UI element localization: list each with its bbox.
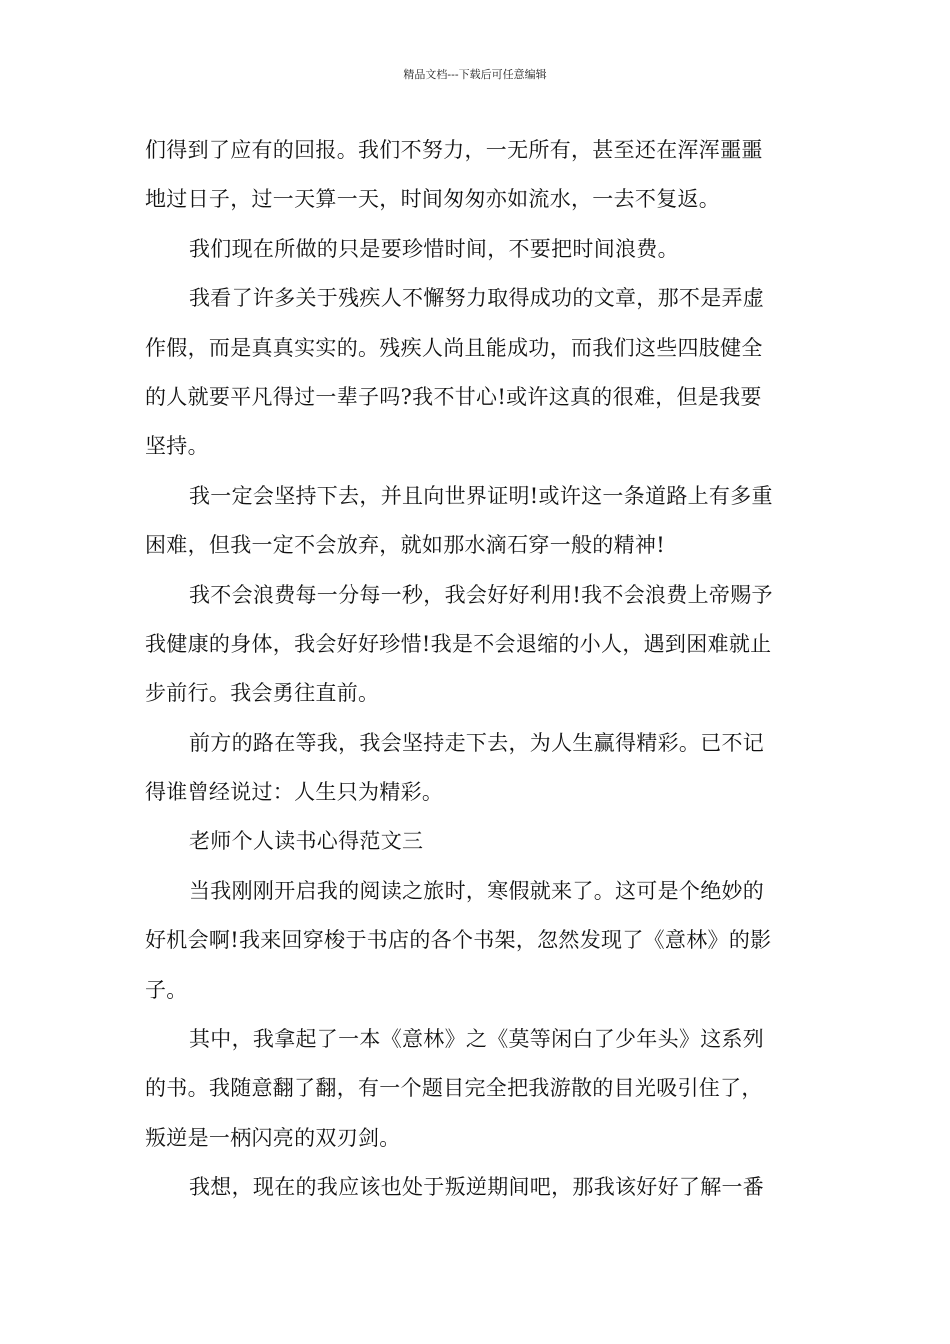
text-line: 叛逆是一柄闪亮的双刃剑。 (145, 1125, 401, 1150)
text-line: 老师个人读书心得范文三 (189, 829, 424, 854)
text-line: 我一定会坚持下去，并且向世界证明!或许这一条道路上有多重 (189, 483, 773, 508)
text-line: 我健康的身体，我会好好珍惜!我是不会退缩的小人，遇到困难就止 (145, 631, 772, 656)
text-line: 困难，但我一定不会放弃，就如那水滴石穿一般的精神! (145, 533, 665, 558)
text-line: 的书。我随意翻了翻，有一个题目完全把我游散的目光吸引住了， (145, 1076, 763, 1101)
text-line: 坚持。 (145, 434, 209, 459)
text-line: 我们现在所做的只是要珍惜时间，不要把时间浪费。 (189, 236, 679, 261)
text-line: 子。 (145, 977, 188, 1002)
text-line: 作假，而是真真实实的。残疾人尚且能成功，而我们这些四肢健全 (145, 335, 763, 360)
text-line: 地过日子，过一天算一天，时间匆匆亦如流水，一去不复返。 (145, 187, 721, 212)
page-header: 精品文档---下载后可任意编辑 (403, 68, 547, 81)
text-line: 前方的路在等我，我会坚持走下去，为人生赢得精彩。已不记 (189, 730, 765, 755)
document-body (145, 126, 810, 1213)
text-line: 其中，我拿起了一本《意林》之《莫等闲白了少年头》这系列 (189, 1027, 765, 1052)
text-line: 好机会啊!我来回穿梭于书店的各个书架，忽然发现了《意林》的影 (145, 928, 772, 953)
text-line: 得谁曾经说过：人生只为精彩。 (145, 780, 444, 805)
text-line: 我想，现在的我应该也处于叛逆期间吧，那我该好好了解一番 (189, 1175, 765, 1200)
text-line: 的人就要平凡得过一辈子吗?我不甘心!或许这真的很难，但是我要 (145, 384, 762, 409)
text-line: 我看了许多关于残疾人不懈努力取得成功的文章，那不是弄虚 (189, 286, 765, 311)
text-line: 步前行。我会勇往直前。 (145, 681, 380, 706)
text-line: 当我刚刚开启我的阅读之旅时，寒假就来了。这可是个绝妙的 (189, 878, 765, 903)
text-line: 们得到了应有的回报。我们不努力，一无所有，甚至还在浑浑噩噩 (145, 138, 763, 162)
text-line: 我不会浪费每一分每一秒，我会好好利用!我不会浪费上帝赐予 (189, 582, 773, 607)
